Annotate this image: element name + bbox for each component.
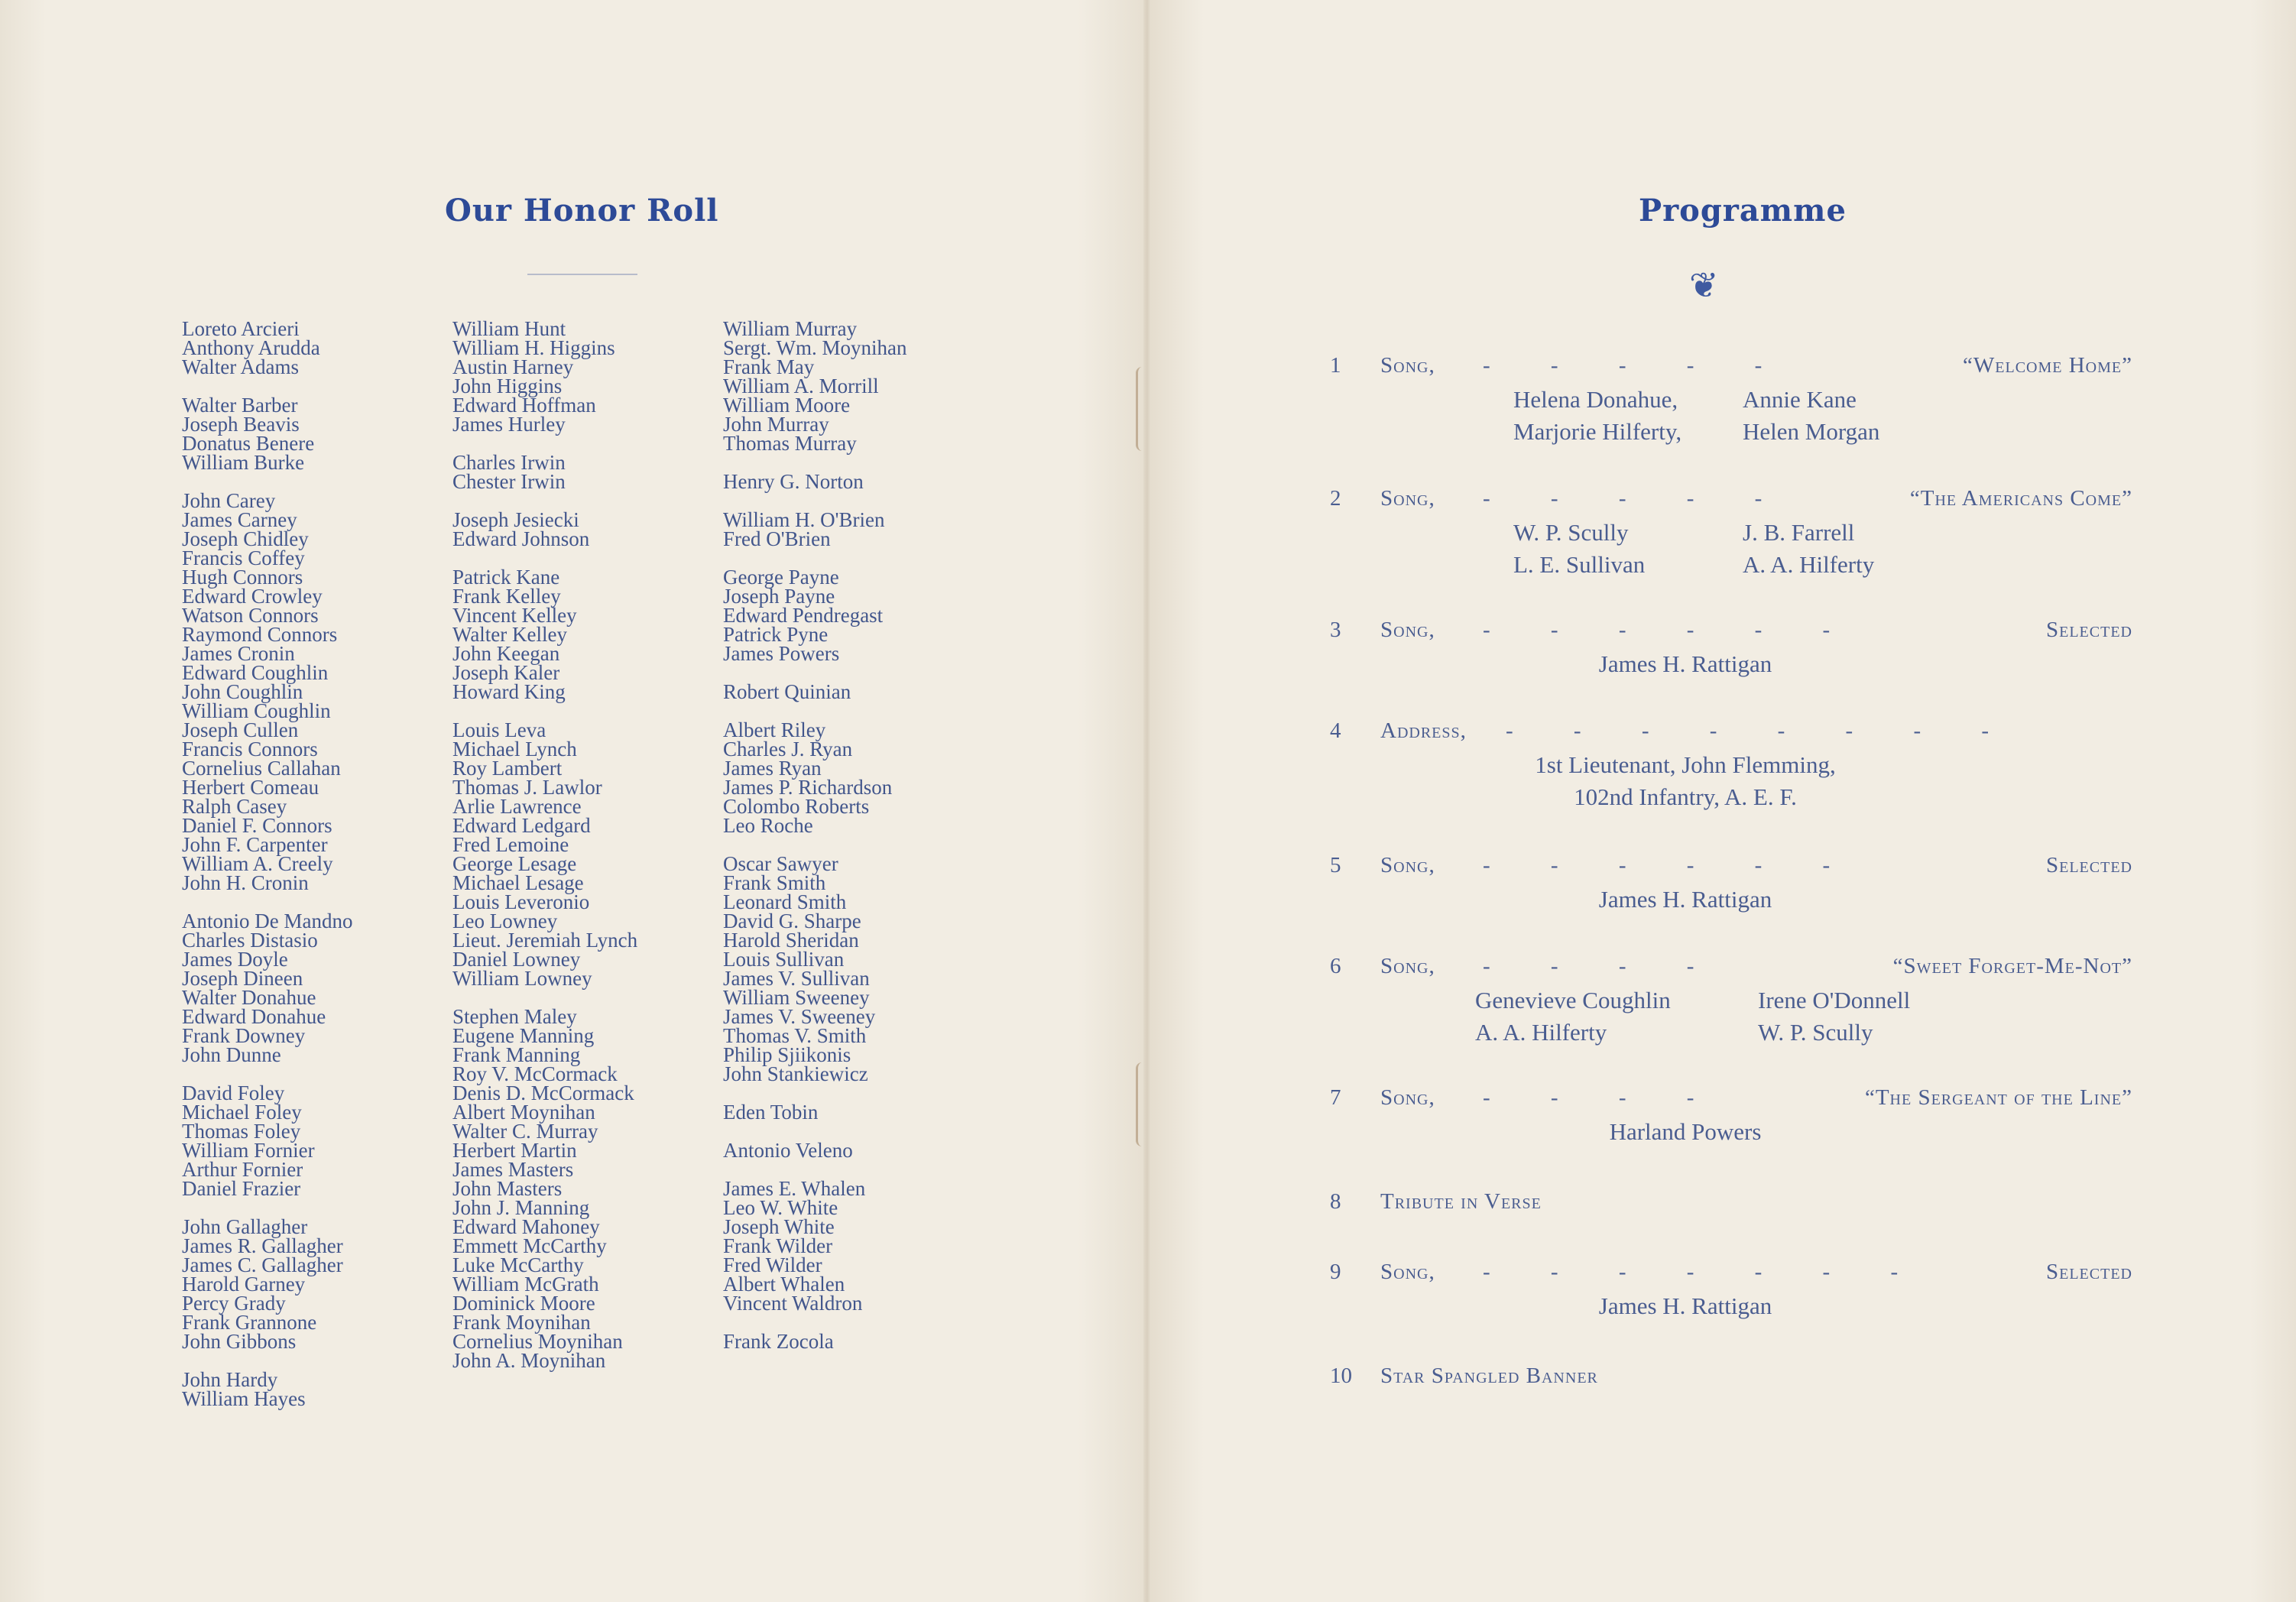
programme-item <box>1330 1085 2132 1148</box>
honor-roll-name: James Masters <box>452 1158 574 1181</box>
honor-roll-name: Joseph Chidley <box>182 527 309 550</box>
performer-name: L. E. Sullivan <box>1513 551 1646 578</box>
honor-roll-name: John Hardy <box>182 1368 278 1391</box>
honor-roll-name: Antonio De Mandno <box>182 910 353 932</box>
performer-name: Marjorie Hilferty, <box>1513 418 1682 445</box>
honor-roll-name: Antonio Veleno <box>723 1139 853 1162</box>
honor-roll-name: Joseph Kaler <box>452 661 560 684</box>
honor-roll-name: Frank Zocola <box>723 1330 834 1353</box>
honor-roll-name: Colombo Roberts <box>723 795 870 818</box>
name-group <box>452 453 637 491</box>
programme-kind: Star Spangled Banner <box>1380 1364 1598 1388</box>
programme-item <box>1330 853 2132 916</box>
honor-roll-name: John Dunne <box>182 1043 281 1066</box>
honor-roll-name: Fred Lemoine <box>452 833 569 856</box>
honor-roll-name: Edward Ledgard <box>452 814 591 837</box>
honor-roll-name: Donatus Benere <box>182 432 315 455</box>
center-fold <box>1143 0 1151 1602</box>
honor-roll-name: Joseph Beavis <box>182 413 300 436</box>
honor-roll-name: John F. Carpenter <box>182 833 328 856</box>
honor-roll-name: John Stankiewicz <box>723 1062 868 1085</box>
honor-roll-name: Louis Leva <box>452 718 546 741</box>
programme-number: 1 <box>1330 353 1341 378</box>
honor-roll-name: George Lesage <box>452 852 577 875</box>
name-group <box>723 1141 907 1160</box>
performer-name: Helena Donahue, <box>1513 386 1678 413</box>
programme-title-text: “Sweet Forget-Me-Not” <box>1892 954 2132 978</box>
honor-roll-name: James Carney <box>182 508 297 531</box>
programme-item <box>1330 618 2132 680</box>
honor-roll-name: Edward Hoffman <box>452 394 596 417</box>
programme-item <box>1330 1189 2132 1220</box>
programme-number: 6 <box>1330 954 1341 978</box>
honor-roll-name: Patrick Pyne <box>723 623 829 646</box>
performers <box>1330 384 2132 448</box>
honor-roll-name: James R. Gallagher <box>182 1234 343 1257</box>
honor-roll-name: William A. Morrill <box>723 375 879 397</box>
honor-roll-name: Percy Grady <box>182 1292 286 1315</box>
name-group <box>723 319 907 453</box>
honor-roll-name: William A. Creely <box>182 852 333 875</box>
honor-roll-name: Joseph White <box>723 1215 835 1238</box>
programme-kind: Song, <box>1380 853 1435 877</box>
honor-roll-name: Howard King <box>452 680 566 703</box>
programme-kind: Song, <box>1380 954 1435 978</box>
performers <box>1330 1290 2132 1322</box>
programme-number: 2 <box>1330 486 1341 511</box>
honor-roll-name: Anthony Arudda <box>182 336 320 359</box>
honor-roll-name: Thomas Foley <box>182 1120 301 1143</box>
performer-name: Irene O'Donnell <box>1758 987 1911 1013</box>
programme-number: 10 <box>1330 1364 1352 1388</box>
name-group <box>452 568 637 702</box>
honor-roll-name: Edward Donahue <box>182 1005 326 1028</box>
honor-roll-name: Roy V. McCormack <box>452 1062 618 1085</box>
honor-roll-name: Lieut. Jeremiah Lynch <box>452 929 638 952</box>
honor-roll-name: John Higgins <box>452 375 563 397</box>
programme-kind: Song, <box>1380 486 1435 511</box>
honor-roll-name: James P. Richardson <box>723 776 893 799</box>
honor-roll-name: Francis Coffey <box>182 546 305 569</box>
leader-dashes: - - - - - - - <box>1483 1260 1926 1284</box>
performer-name: James H. Rattigan <box>1598 1292 1772 1319</box>
honor-roll-name: Ralph Casey <box>182 795 287 818</box>
honor-roll-name: John Keegan <box>452 642 560 665</box>
left-page <box>0 0 1146 1602</box>
honor-roll-name: Henry G. Norton <box>723 470 864 493</box>
honor-roll-name: Stephen Maley <box>452 1005 577 1028</box>
programme-title-text: Selected <box>2046 618 2132 642</box>
honor-roll-name: Louis Sullivan <box>723 948 845 971</box>
honor-roll-name: Edward Pendregast <box>723 604 884 627</box>
honor-roll-name: William H. O'Brien <box>723 508 885 531</box>
name-group <box>723 852 907 1085</box>
programme-item <box>1330 954 2132 1049</box>
programme-title-text: “The Americans Come” <box>1909 486 2132 511</box>
honor-roll-name: Charles J. Ryan <box>723 738 853 760</box>
honor-roll-name: John Coughlin <box>182 680 303 703</box>
honor-roll-name: Leo W. White <box>723 1196 838 1219</box>
honor-roll-name: Edward Crowley <box>182 585 323 608</box>
honor-roll-name: David Foley <box>182 1082 285 1104</box>
honor-roll-name: Arthur Fornier <box>182 1158 303 1181</box>
honor-roll-name: Frank Smith <box>723 871 826 894</box>
honor-roll-name: William Moore <box>723 394 851 417</box>
programme-kind: Song, <box>1380 1260 1435 1284</box>
leader-dashes: - - - - - <box>1483 353 1790 378</box>
honor-roll-name: Louis Leveronio <box>452 890 590 913</box>
honor-roll-name: Michael Foley <box>182 1101 302 1124</box>
programme-title-text: “Welcome Home” <box>1963 353 2132 378</box>
leader-dashes: - - - - <box>1483 954 1722 978</box>
honor-roll-name: Sergt. Wm. Moynihan <box>723 336 907 359</box>
name-group <box>723 568 907 663</box>
performer-name: James H. Rattigan <box>1598 650 1772 677</box>
honor-roll-title: Our Honor Roll <box>445 193 719 229</box>
programme-item <box>1330 1260 2132 1322</box>
leader-dashes: - - - - - - <box>1483 618 1858 642</box>
name-group <box>723 718 907 837</box>
honor-roll-name: Fred Wilder <box>723 1253 822 1276</box>
honor-roll-name: Watson Connors <box>182 604 319 627</box>
leader-dashes: - - - - <box>1483 1085 1722 1110</box>
name-group <box>452 718 638 990</box>
programme-item <box>1330 353 2132 448</box>
honor-roll-name: Walter Barber <box>182 394 298 417</box>
honor-roll-name: James E. Whalen <box>723 1177 866 1200</box>
name-group <box>182 1370 352 1409</box>
leader-dashes: - - - - - - <box>1483 853 1858 877</box>
name-group <box>452 1007 637 1370</box>
honor-roll-name: William H. Higgins <box>452 336 615 359</box>
programme-kind: Song, <box>1380 1085 1435 1110</box>
honor-roll-name: Harold Sheridan <box>723 929 859 952</box>
honor-roll-name: David G. Sharpe <box>723 910 861 932</box>
honor-roll-name: Vincent Waldron <box>723 1292 863 1315</box>
name-group <box>723 472 907 491</box>
honor-roll-name: William Hunt <box>452 317 566 340</box>
honor-roll-name: William Fornier <box>182 1139 315 1162</box>
honor-roll-name: Frank Kelley <box>452 585 561 608</box>
honor-roll-name: Leo Lowney <box>452 910 558 932</box>
honor-roll-name: John Gibbons <box>182 1330 297 1353</box>
honor-roll-name: Walter Donahue <box>182 986 316 1009</box>
programme-kind: Song, <box>1380 618 1435 642</box>
honor-roll-name: James C. Gallagher <box>182 1253 343 1276</box>
honor-roll-name: Joseph Payne <box>723 585 835 608</box>
honor-roll-name: Raymond Connors <box>182 623 338 646</box>
performer-name: Harland Powers <box>1609 1118 1762 1145</box>
honor-roll-name: Albert Whalen <box>723 1273 845 1296</box>
programme-kind: Address, <box>1380 718 1467 743</box>
honor-roll-name: Austin Harney <box>452 355 574 378</box>
honor-roll-name: Michael Lynch <box>452 738 577 760</box>
honor-roll-name: Cornelius Callahan <box>182 757 341 780</box>
programme-title-text: Selected <box>2046 853 2132 877</box>
name-group <box>182 396 352 472</box>
programme-title: Programme <box>1639 193 1847 229</box>
honor-roll-name: Daniel Lowney <box>452 948 581 971</box>
performer-name: W. P. Scully <box>1758 1019 1873 1046</box>
honor-roll-name: Fred O'Brien <box>723 527 831 550</box>
performers <box>1330 648 2132 680</box>
honor-roll-name: John Murray <box>723 413 829 436</box>
honor-roll-name: Edward Coughlin <box>182 661 329 684</box>
honor-roll-name: John Masters <box>452 1177 563 1200</box>
honor-roll-name: Thomas J. Lawlor <box>452 776 602 799</box>
honor-roll-name: Leonard Smith <box>723 890 847 913</box>
title-underline <box>527 274 637 275</box>
staple-top <box>1136 367 1152 451</box>
performer-name: A. A. Hilferty <box>1475 1019 1607 1046</box>
honor-roll-name: George Payne <box>723 566 839 589</box>
honor-roll-column-3 <box>723 319 907 1370</box>
honor-roll-name: Roy Lambert <box>452 757 563 780</box>
programme-number: 9 <box>1330 1260 1341 1284</box>
name-group <box>723 1103 907 1122</box>
programme-title-text: “The Sergeant of the Line” <box>1864 1085 2132 1110</box>
honor-roll-name: Edward Mahoney <box>452 1215 600 1238</box>
honor-roll-name: Daniel F. Connors <box>182 814 332 837</box>
name-group <box>182 1215 352 1353</box>
performer-name: Helen Morgan <box>1743 418 1880 445</box>
honor-roll-name: John A. Moynihan <box>452 1349 606 1372</box>
staple-bottom <box>1136 1062 1152 1146</box>
honor-roll-name: Frank May <box>723 355 815 378</box>
honor-roll-name: John J. Manning <box>452 1196 590 1219</box>
honor-roll-name: William Lowney <box>452 967 592 990</box>
performers <box>1330 1116 2132 1148</box>
honor-roll-name: James V. Sullivan <box>723 967 870 990</box>
honor-roll-name: Herbert Martin <box>452 1139 577 1162</box>
honor-roll-name: Walter Kelley <box>452 623 568 646</box>
honor-roll-name: Patrick Kane <box>452 566 560 589</box>
programme-number: 3 <box>1330 618 1341 642</box>
honor-roll-name: Hugh Connors <box>182 566 303 589</box>
honor-roll-name: Daniel Frazier <box>182 1177 301 1200</box>
honor-roll-name: John Carey <box>182 489 276 512</box>
honor-roll-name: John H. Cronin <box>182 871 309 894</box>
honor-roll-name: William Murray <box>723 317 858 340</box>
performer-name: J. B. Farrell <box>1743 519 1855 546</box>
honor-roll-name: Francis Connors <box>182 738 318 760</box>
performer-name: A. A. Hilferty <box>1743 551 1875 578</box>
programme-item <box>1330 1364 2132 1394</box>
honor-roll-name: William Hayes <box>182 1387 306 1410</box>
honor-roll-name: Emmett McCarthy <box>452 1234 607 1257</box>
honor-roll-name: Frank Downey <box>182 1024 306 1047</box>
name-group <box>182 1084 352 1198</box>
fleuron-icon: ❦ <box>1689 266 1719 305</box>
programme-number: 7 <box>1330 1085 1341 1110</box>
honor-roll-name: Eugene Manning <box>452 1024 595 1047</box>
performer-name: James H. Rattigan <box>1598 886 1772 913</box>
programme-number: 8 <box>1330 1189 1341 1214</box>
honor-roll-name: Frank Wilder <box>723 1234 833 1257</box>
honor-roll-name: Frank Manning <box>452 1043 581 1066</box>
honor-roll-name: Walter C. Murray <box>452 1120 598 1143</box>
honor-roll-name: James Hurley <box>452 413 566 436</box>
name-group <box>723 1179 907 1313</box>
programme-number: 4 <box>1330 718 1341 743</box>
performers <box>1330 749 2132 813</box>
honor-roll-name: James V. Sweeney <box>723 1005 876 1028</box>
honor-roll-name: Charles Distasio <box>182 929 318 952</box>
programme-number: 5 <box>1330 853 1341 877</box>
honor-roll-name: Herbert Comeau <box>182 776 319 799</box>
honor-roll-name: Albert Moynihan <box>452 1101 595 1124</box>
honor-roll-name: Denis D. McCormack <box>452 1082 634 1104</box>
honor-roll-name: John Gallagher <box>182 1215 308 1238</box>
honor-roll-name: Charles Irwin <box>452 451 566 474</box>
name-group <box>723 680 907 703</box>
honor-roll-name: Walter Adams <box>182 355 300 378</box>
name-group <box>723 508 907 550</box>
honor-roll-name: Joseph Cullen <box>182 718 299 741</box>
honor-roll-name: Frank Moynihan <box>452 1311 591 1334</box>
leader-dashes: - - - - - - - - <box>1506 718 2017 743</box>
honor-roll-name: Joseph Jesiecki <box>452 508 579 531</box>
honor-roll-name: Arlie Lawrence <box>452 795 582 818</box>
honor-roll-name: Oscar Sawyer <box>723 852 838 875</box>
programme-item <box>1330 486 2132 581</box>
name-group <box>182 491 352 893</box>
honor-roll-name: Robert Quinian <box>723 680 851 703</box>
honor-roll-name: James Doyle <box>182 948 288 971</box>
programme-kind: Song, <box>1380 353 1435 378</box>
honor-roll-name: William McGrath <box>452 1273 599 1296</box>
honor-roll-name: James Cronin <box>182 642 295 665</box>
honor-roll-name: William Burke <box>182 451 305 474</box>
performer-name: W. P. Scully <box>1513 519 1629 546</box>
honor-roll-name: Thomas Murray <box>723 432 857 455</box>
honor-roll-name: Eden Tobin <box>723 1101 819 1124</box>
honor-roll-name: Joseph Dineen <box>182 967 303 990</box>
performer-name: 102nd Infantry, A. E. F. <box>1574 783 1797 810</box>
honor-roll-name: Albert Riley <box>723 718 826 741</box>
name-group <box>182 319 352 377</box>
honor-roll-name: James Powers <box>723 642 840 665</box>
honor-roll-name: Dominick Moore <box>452 1292 595 1315</box>
name-group <box>723 1332 907 1351</box>
honor-roll-name: Cornelius Moynihan <box>452 1330 623 1353</box>
performers <box>1330 517 2132 581</box>
honor-roll-name: Harold Garney <box>182 1273 306 1296</box>
programme-kind: Tribute in Verse <box>1380 1189 1542 1214</box>
honor-roll-column-2 <box>452 319 637 1390</box>
performers <box>1330 984 2132 1049</box>
honor-roll-name: Thomas V. Smith <box>723 1024 867 1047</box>
honor-roll-name: William Sweeney <box>723 986 870 1009</box>
name-group <box>182 912 352 1065</box>
performer-name: Genevieve Coughlin <box>1475 987 1671 1013</box>
honor-roll-name: Philip Sjiikonis <box>723 1043 851 1066</box>
honor-roll-name: Leo Roche <box>723 814 813 837</box>
honor-roll-name: Chester Irwin <box>452 470 566 493</box>
honor-roll-name: William Coughlin <box>182 699 331 722</box>
programme-item <box>1330 718 2132 813</box>
performer-name: 1st Lieutenant, John Flemming, <box>1535 751 1836 778</box>
name-group <box>452 508 637 550</box>
honor-roll-name: Frank Grannone <box>182 1311 317 1334</box>
honor-roll-name: Edward Johnson <box>452 527 590 550</box>
honor-roll-name: Loreto Arcieri <box>182 317 300 340</box>
performer-name: Annie Kane <box>1743 386 1857 413</box>
honor-roll-column-1 <box>182 319 352 1428</box>
honor-roll-name: Luke McCarthy <box>452 1253 584 1276</box>
performers <box>1330 884 2132 916</box>
honor-roll-name: James Ryan <box>723 757 822 780</box>
honor-roll-name: Vincent Kelley <box>452 604 577 627</box>
honor-roll-name: Michael Lesage <box>452 871 584 894</box>
programme-title-text: Selected <box>2046 1260 2132 1284</box>
leader-dashes: - - - - - <box>1483 486 1790 511</box>
name-group <box>452 319 637 434</box>
